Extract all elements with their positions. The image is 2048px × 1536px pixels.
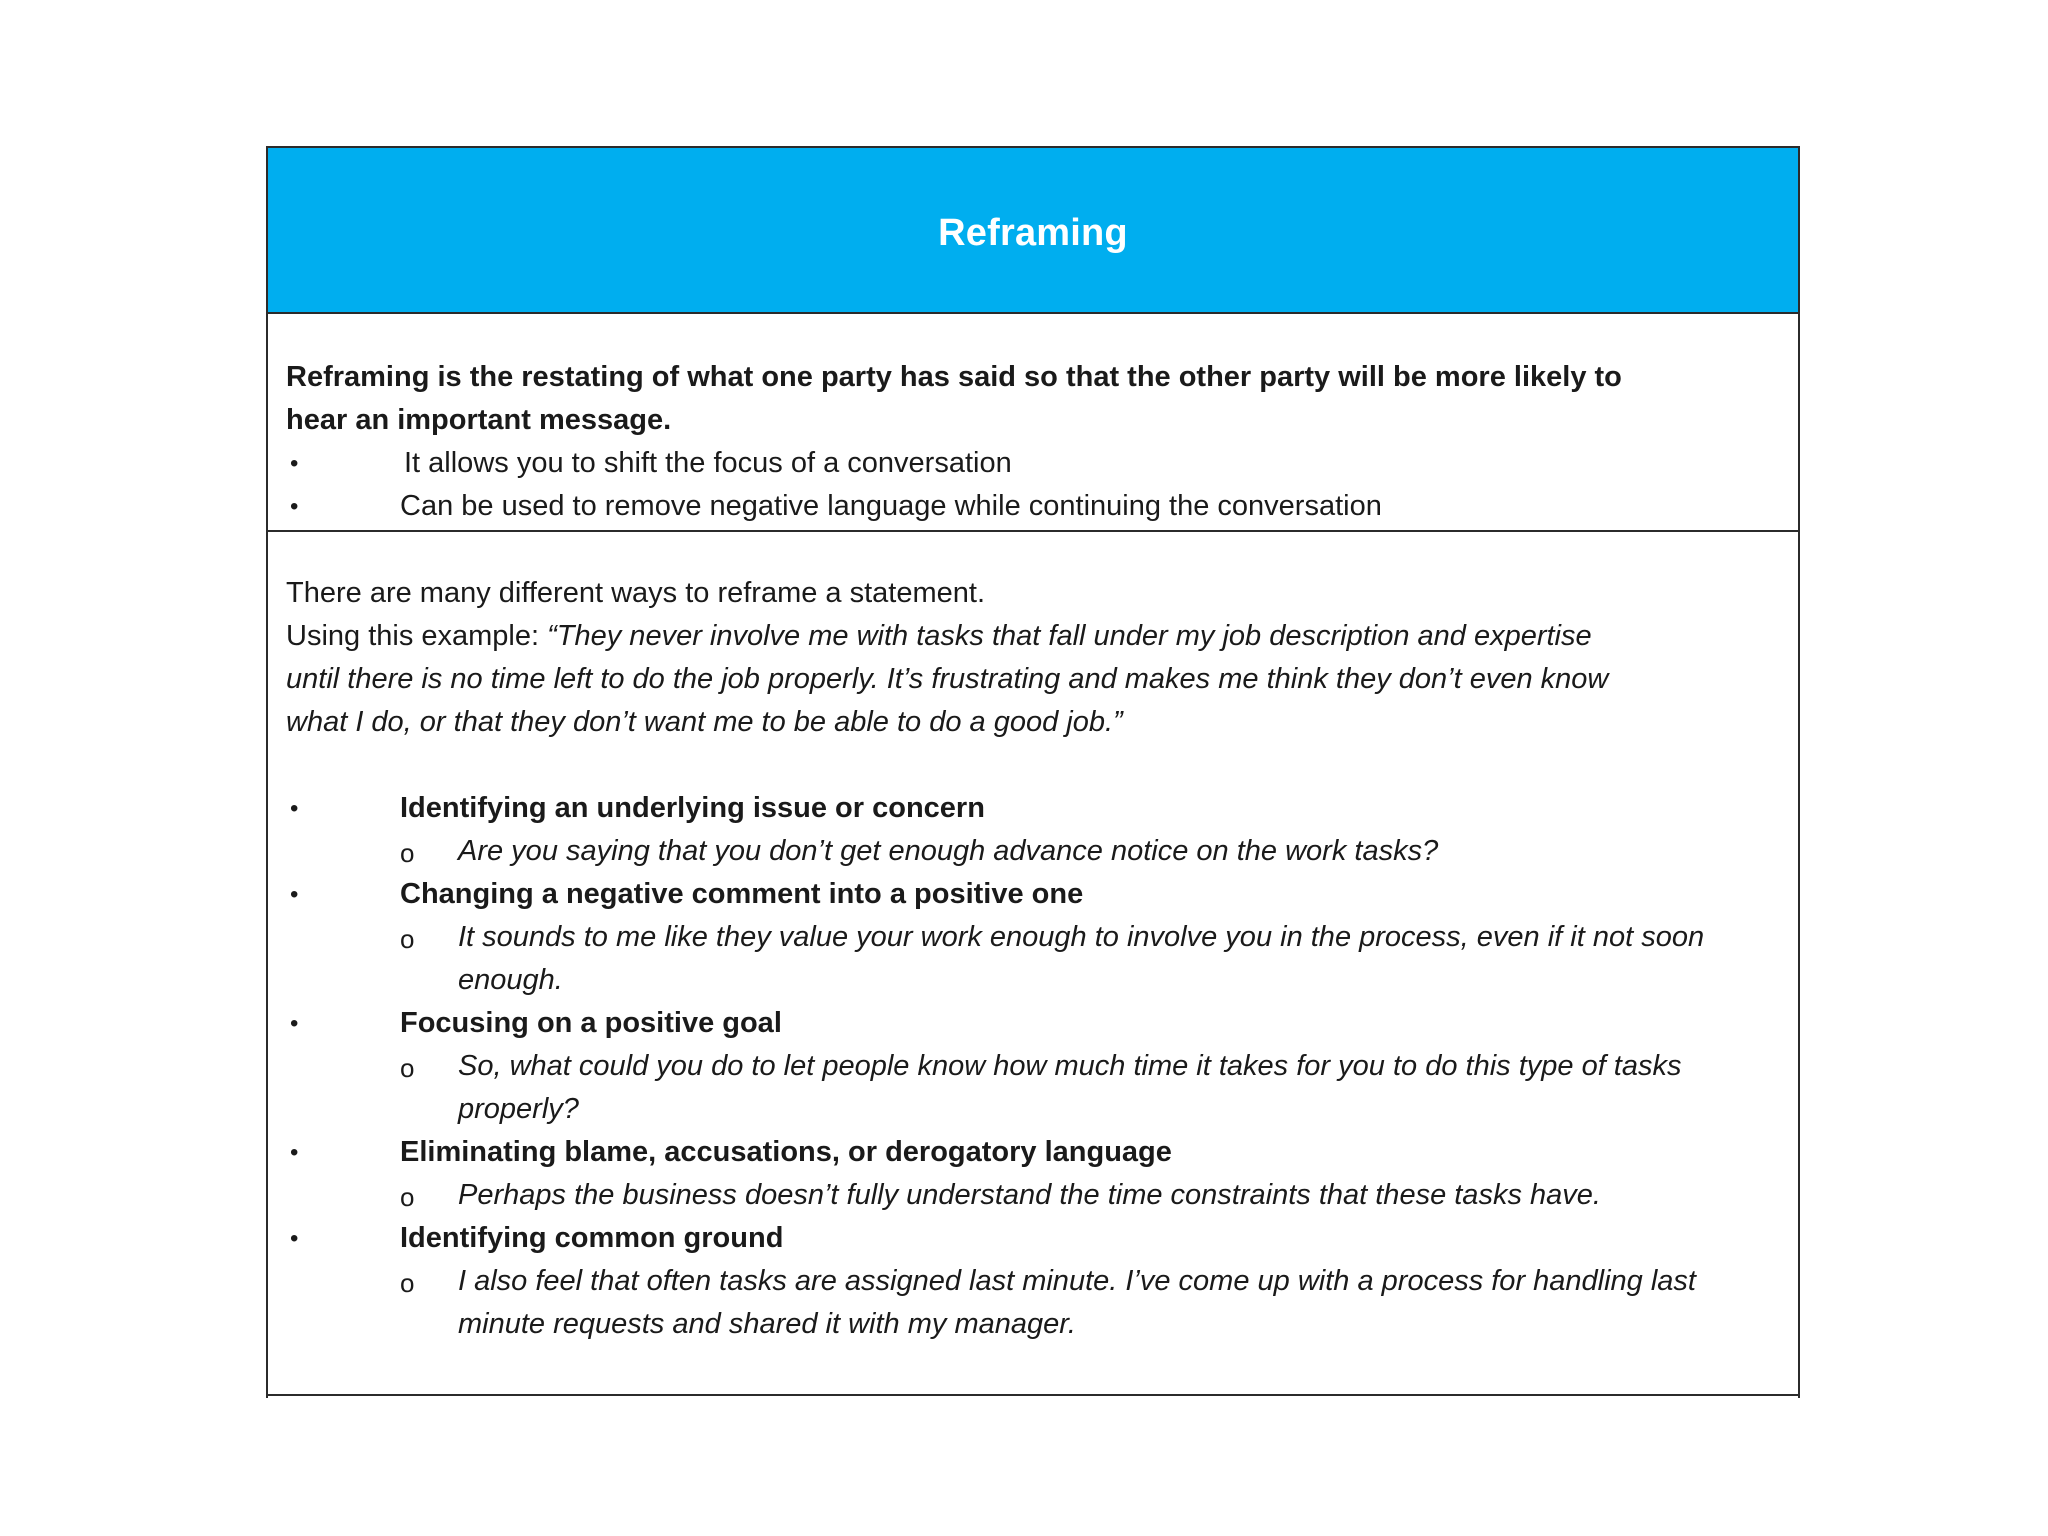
- technique-heading: [286, 873, 1784, 916]
- intro-bullet-text: Can be used to remove negative language while continuing the conversation: [400, 490, 1382, 522]
- using-example-label: Using this example:: [286, 620, 548, 652]
- technique-example-text: It sounds to me like they value your work enough to involve you in the process, even if it not soon enough.: [458, 921, 1705, 996]
- hollow-bullet-icon: o: [400, 838, 415, 868]
- intro-bullet: [286, 442, 1784, 485]
- table-header: [268, 148, 1798, 314]
- bullet-icon: •: [290, 881, 299, 908]
- bullet-icon: •: [290, 795, 299, 822]
- example-quote-line-3: what I do, or that they don’t want me to be able to do a good job.”: [286, 706, 1123, 738]
- intro-cell: [286, 356, 1784, 528]
- hollow-bullet-icon: o: [400, 1182, 415, 1212]
- technique-heading-text: Focusing on a positive goal: [400, 1007, 782, 1039]
- technique-heading: [286, 1002, 1784, 1045]
- definition-line-2: hear an important message.: [286, 404, 672, 436]
- bullet-icon: •: [290, 493, 299, 520]
- technique-example: [286, 1174, 1784, 1217]
- technique-heading: [286, 1131, 1784, 1174]
- definition-line-1: Reframing is the restating of what one party has said so that the other party will be more likely to: [286, 361, 1622, 393]
- technique-example: [286, 1045, 1784, 1131]
- technique-heading: [286, 1217, 1784, 1260]
- technique-example: [286, 916, 1784, 1002]
- hollow-bullet-icon: o: [400, 1053, 415, 1083]
- example-quote-line-1: [286, 615, 1784, 658]
- technique-heading-text: Identifying an underlying issue or concern: [400, 792, 985, 824]
- reframing-table: [266, 146, 1800, 1398]
- row-divider: [268, 530, 1798, 532]
- technique-heading: [286, 787, 1784, 830]
- bullet-icon: •: [290, 1139, 299, 1166]
- technique-example-text: Perhaps the business doesn’t fully understand the time constraints that these tasks have.: [458, 1179, 1601, 1211]
- table-bottom-border: [266, 1394, 1800, 1396]
- technique-heading-text: Eliminating blame, accusations, or derogatory language: [400, 1136, 1172, 1168]
- examples-lead: There are many different ways to reframe a statement.: [286, 577, 986, 609]
- bullet-icon: •: [290, 450, 299, 477]
- hollow-bullet-icon: o: [400, 924, 415, 954]
- hollow-bullet-icon: o: [400, 1268, 415, 1298]
- page-title: Reframing: [938, 211, 1128, 254]
- intro-bullet-text: It allows you to shift the focus of a conversation: [404, 447, 1012, 479]
- technique-heading-text: Changing a negative comment into a positive one: [400, 878, 1084, 910]
- examples-cell: [286, 572, 1784, 1346]
- bullet-icon: •: [290, 1225, 299, 1252]
- technique-example-text: So, what could you do to let people know how much time it takes for you to do this type of tasks properly?: [458, 1050, 1682, 1125]
- technique-example-text: I also feel that often tasks are assigned last minute. I’ve come up with a process for handling last minute requests and shared it with my manager.: [458, 1265, 1696, 1340]
- technique-example-text: Are you saying that you don’t get enough advance notice on the work tasks?: [458, 835, 1439, 867]
- technique-heading-text: Identifying common ground: [400, 1222, 784, 1254]
- example-quote-text: “They never involve me with tasks that fall under my job description and expertise: [547, 620, 1592, 652]
- bullet-icon: •: [290, 1010, 299, 1037]
- spacer: [286, 744, 1784, 787]
- example-quote-line-2: until there is no time left to do the job properly. It’s frustrating and makes me think they don’t even know: [286, 663, 1609, 695]
- technique-example: [286, 830, 1784, 873]
- technique-example: [286, 1260, 1784, 1346]
- intro-bullet: [286, 485, 1784, 528]
